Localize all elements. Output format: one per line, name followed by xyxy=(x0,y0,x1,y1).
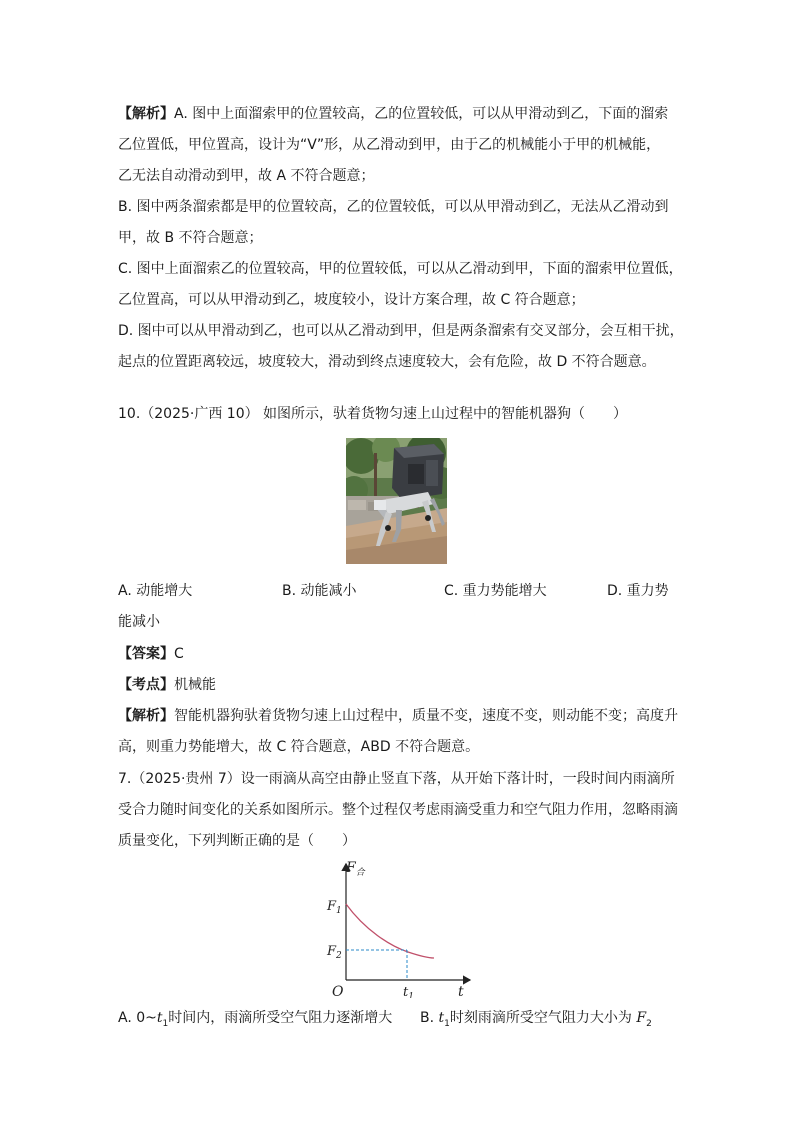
question-7-stem-line2: 受合力随时间变化的关系如图所示。整个过程仅考虑雨滴受重力和空气阻力作用，忽略雨滴 xyxy=(118,802,678,818)
answer-value: C xyxy=(174,646,184,662)
t1-label: $t_1$ xyxy=(403,985,414,998)
q10-analysis-line1 xyxy=(118,706,678,726)
analysis-a-line3: 乙无法自动滑动到甲，故 A 不符合题意； xyxy=(118,168,375,184)
q7-option-a-t: t xyxy=(156,1010,163,1026)
q10-analysis-line2: 高，则重力势能增大，故 C 符合题意，ABD 不符合题意。 xyxy=(118,739,480,755)
origin-label: O xyxy=(332,984,344,998)
analysis-d-line2: 起点的位置距离较远，坡度较大，滑动到终点速度较大，会有危险，故 D 不符合题意。 xyxy=(118,354,656,370)
analysis-b-line1: B. 图中两条溜索都是甲的位置较高，乙的位置较低，可以从甲滑动到乙，无法从乙滑动到 xyxy=(118,199,669,215)
answer-label: 【答案】 xyxy=(118,646,174,662)
q10-topic xyxy=(118,675,216,695)
q7-option-b-t: t xyxy=(438,1010,445,1026)
question-7-stem-line1: 7.（2025·贵州 7）设一雨滴从高空由静止竖直下落，从开始下落计时，一段时间内雨滴所 xyxy=(118,771,675,787)
analysis-c-line1: C. 图中上面溜索乙的位置较高，甲的位置较低，可以从乙滑动到甲，下面的溜索甲位置低， xyxy=(118,261,683,277)
q10-option-b: B. 动能减小 xyxy=(282,583,357,599)
q10-option-a: A. 动能增大 xyxy=(118,583,193,599)
analysis-label: 【解析】 xyxy=(118,708,174,724)
q10-option-d: D. 重力势 xyxy=(607,583,669,599)
robot-dog-image xyxy=(346,438,447,564)
q7-option-a-sub: 1 xyxy=(162,1018,169,1029)
y-axis-label: $F_合$ xyxy=(346,860,365,878)
analysis-a-text: A. 图中上面溜索甲的位置较高，乙的位置较低，可以从甲滑动到乙，下面的溜索 xyxy=(174,106,669,122)
q10-analysis-text: 智能机器狗驮着货物匀速上山过程中，质量不变，速度不变，则动能不变；高度升 xyxy=(174,708,678,724)
q7-option-b-text: 时刻雨滴所受空气阻力大小为 xyxy=(449,1010,632,1026)
q7-option-b-pre: B. xyxy=(420,1010,435,1026)
q7-option-a-pre: A. 0~ xyxy=(118,1010,157,1026)
q7-option-a xyxy=(118,1008,392,1034)
topic-label: 【考点】 xyxy=(118,677,174,693)
q10-option-c: C. 重力势能增大 xyxy=(444,583,547,599)
question-7-stem-line3: 质量变化，下列判断正确的是（ ） xyxy=(118,833,356,849)
q7-option-b-sub: 1 xyxy=(444,1018,450,1029)
analysis-c-line2: 乙位置高，可以从甲滑动到乙，坡度较小，设计方案合理，故 C 符合题意； xyxy=(118,292,585,308)
q10-option-d-continued: 能减小 xyxy=(118,614,160,630)
f1-label: $F_1$ xyxy=(327,899,342,916)
analysis-label: 【解析】 xyxy=(118,106,174,122)
q7-option-b xyxy=(420,1008,652,1034)
analysis-a-line2: 乙位置低，甲位置高，设计为“V”形，从乙滑动到甲，由于乙的机械能小于甲的机械能， xyxy=(118,137,661,153)
q7-option-b-f: F xyxy=(636,1010,647,1026)
robot-dog-photo xyxy=(346,438,447,564)
analysis-d-line1: D. 图中可以从甲滑动到乙，也可以从乙滑动到甲，但是两条溜索有交叉部分，会互相干扰， xyxy=(118,323,684,339)
q10-answer xyxy=(118,644,184,664)
force-time-graph xyxy=(320,858,480,998)
analysis-b-line2: 甲，故 B 不符合题意； xyxy=(118,230,263,246)
force-curve xyxy=(346,904,434,958)
q7-option-a-text: 时间内，雨滴所受空气阻力逐渐增大 xyxy=(168,1010,393,1026)
f2-label: $F_2$ xyxy=(327,944,342,961)
x-axis-label: t xyxy=(458,984,464,998)
topic-value: 机械能 xyxy=(174,677,216,693)
q7-option-b-fsub: 2 xyxy=(646,1018,652,1029)
analysis-a-line1 xyxy=(118,104,668,124)
question-10-stem: 10.（2025·广西 10） 如图所示，驮着货物匀速上山过程中的智能机器狗（ ） xyxy=(118,406,628,422)
